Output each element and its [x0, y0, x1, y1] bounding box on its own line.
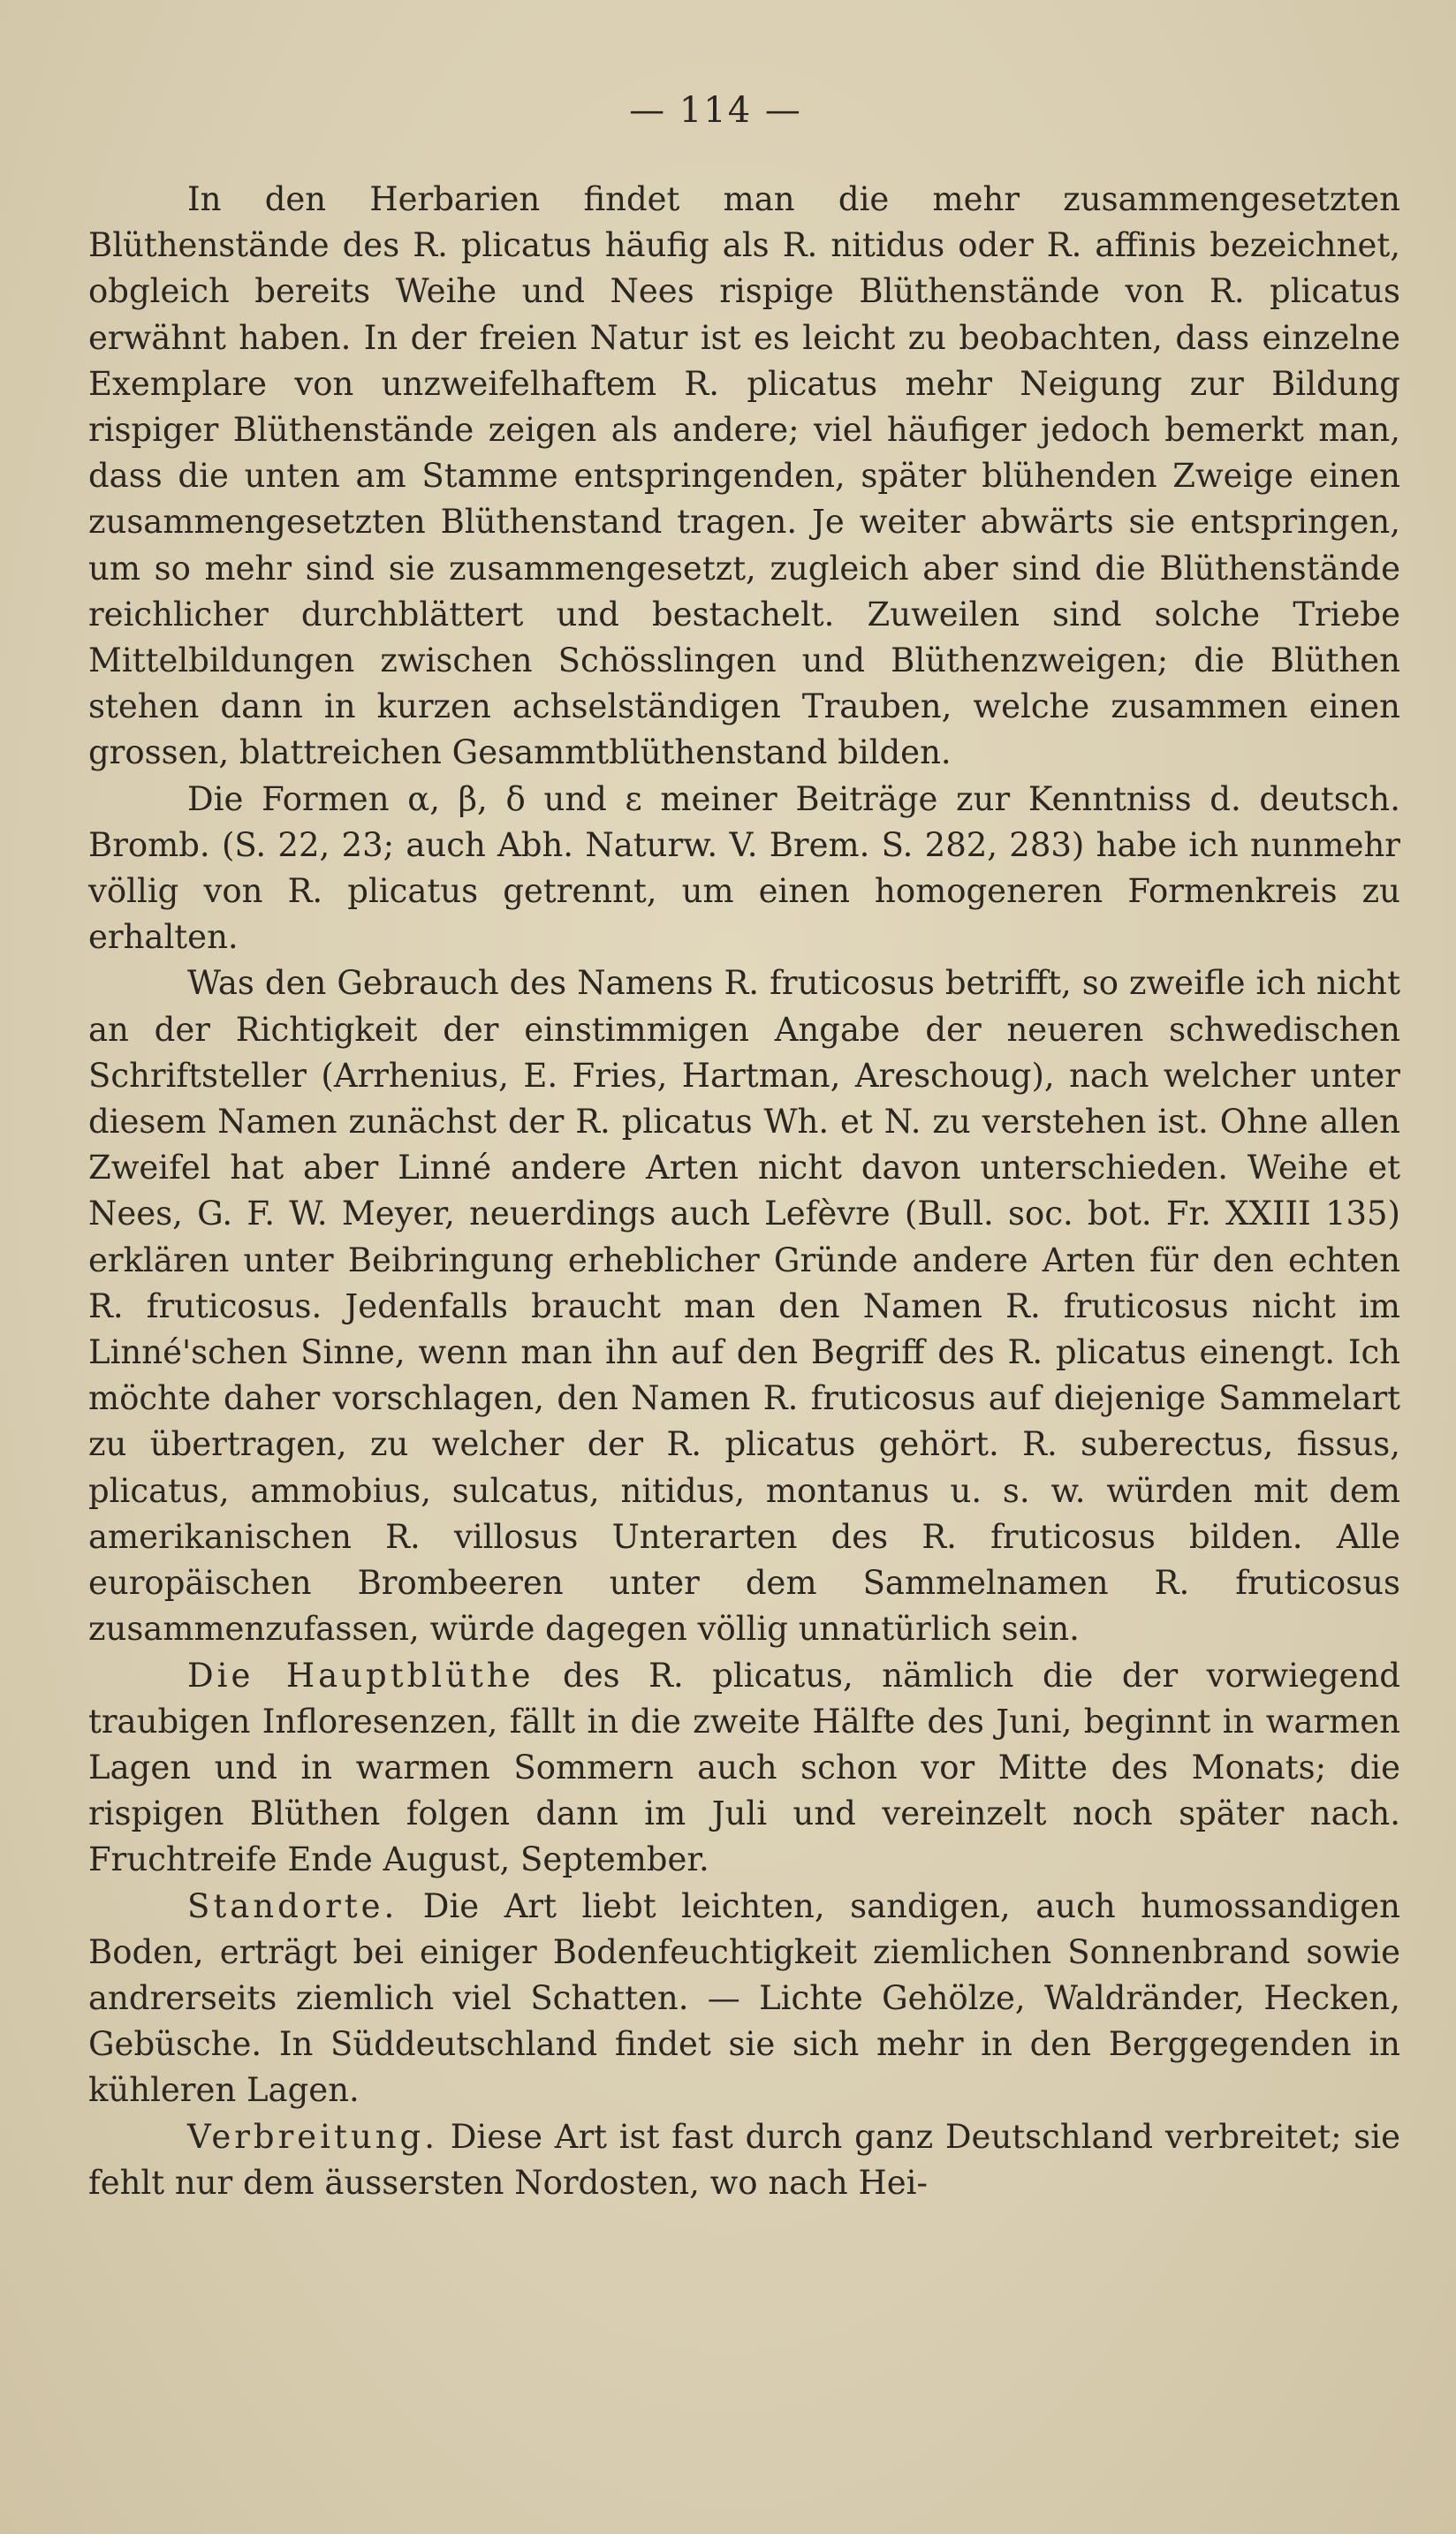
- paragraph-habitat: [88, 1884, 1400, 2114]
- paragraph-text: Was den Gebrauch des Namens R. fruticosus betrifft, so zweifle ich nicht an der Richtigkeit der einstimmigen Angabe der neueren schwedischen Schriftsteller (Arrhenius, E. Fries, Hartman, Areschoug), nach welcher unter diesem Namen zunächst der R. plicatus Wh. et N. zu verstehen ist. Ohne allen Zweifel hat aber Linné andere Arten nicht davon unterschieden. Weihe et Nees, G. F. W. Meyer, neuerdings auch Lefèvre (Bull. soc. bot. Fr. XXIII 135) erklären unter Beibringung erheblicher Gründe andere Arten für den echten R. fruticosus. Jedenfalls braucht man den Namen R. fruticosus nicht im Linné'schen Sinne, wenn man ihn auf den Begriff des R. plicatus einengt. Ich möchte daher vorschlagen, den Namen R. fruticosus auf diejenige Sammelart zu übertragen, zu welcher der R. plicatus gehört. R. suberectus, fissus, plicatus, ammobius, sulcatus, nitidus, montanus u. s. w. würden mit dem amerikanischen R. villosus Unterarten des R. fruticosus bilden. Alle europäischen Brombeeren unter dem Sammelnamen R. fruticosus zusammenzufassen, würde dagegen völlig unnatürlich sein.: [88, 964, 1400, 1649]
- section-heading-flowering: Die Hauptblüthe: [187, 1656, 535, 1695]
- paragraph-forms: [88, 777, 1400, 961]
- paragraph-text: Diese Art ist fast durch ganz Deutschland verbreitet; sie fehlt nur dem äussersten Nordosten, wo nach Hei-: [88, 2117, 1400, 2202]
- paragraph-text: des R. plicatus, nämlich die der vorwiegend traubigen Infloresenzen, fällt in die zweite Hälfte des Juni, beginnt in warmen Lagen und in warmen Sommern auch schon vor Mitte des Monats; die rispigen Blüthen folgen dann im Juli und vereinzelt noch später nach. Fruchtreife Ende August, September.: [88, 1656, 1400, 1879]
- page-number: — 114 —: [629, 90, 802, 131]
- paragraph-distribution: [88, 2114, 1400, 2206]
- paragraph-flowering: [88, 1653, 1400, 1884]
- paragraph-text: In den Herbarien findet man die mehr zusammengesetzten Blüthenstände des R. plicatus häufig als R. nitidus oder R. affinis bezeichnet, obgleich bereits Weihe und Nees rispige Blüthenstände von R. plicatus erwähnt haben. In der freien Natur ist es leicht zu beobachten, dass einzelne Exemplare von unzweifelhaftem R. plicatus mehr Neigung zur Bildung rispiger Blüthenstände zeigen als andere; viel häufiger jedoch bemerkt man, dass die unten am Stamme entspringenden, später blühenden Zweige einen zusammengesetzten Blüthenstand tragen. Je weiter abwärts sie entspringen, um so mehr sind sie zusammengesetzt, zugleich aber sind die Blüthenstände reichlicher durchblättert und bestachelt. Zuweilen sind solche Triebe Mittelbildungen zwischen Schösslingen und Blüthenzweigen; die Blüthen stehen dann in kurzen achselständigen Trauben, welche zusammen einen grossen, blattreichen Gesammtblüthenstand bilden.: [88, 180, 1400, 772]
- paragraph-text: Die Art liebt leichten, sandigen, auch humossandigen Boden, erträgt bei einiger Bodenfeuchtigkeit ziemlichen Sonnenbrand sowie andrerseits ziemlich viel Schatten. — Lichte Gehölze, Waldränder, Hecken, Gebüsche. In Süddeutschland findet sie sich mehr in den Berggegenden in kühleren Lagen.: [88, 1886, 1400, 2110]
- paragraph-name-usage: [88, 960, 1400, 1652]
- section-heading-distribution: Verbreitung.: [187, 2117, 438, 2156]
- section-heading-habitat: Standorte.: [187, 1886, 398, 1925]
- body-text: [88, 177, 1400, 2206]
- paragraph-text: Die Formen α, β, δ und ε meiner Beiträge zur Kenntniss d. deutsch. Bromb. (S. 22, 23; auch Abh. Naturw. V. Brem. S. 282, 283) habe ich nunmehr völlig von R. plicatus getrennt, um einen homogeneren Formenkreis zu erhalten.: [88, 779, 1400, 957]
- paragraph-inflorescence: [88, 177, 1400, 777]
